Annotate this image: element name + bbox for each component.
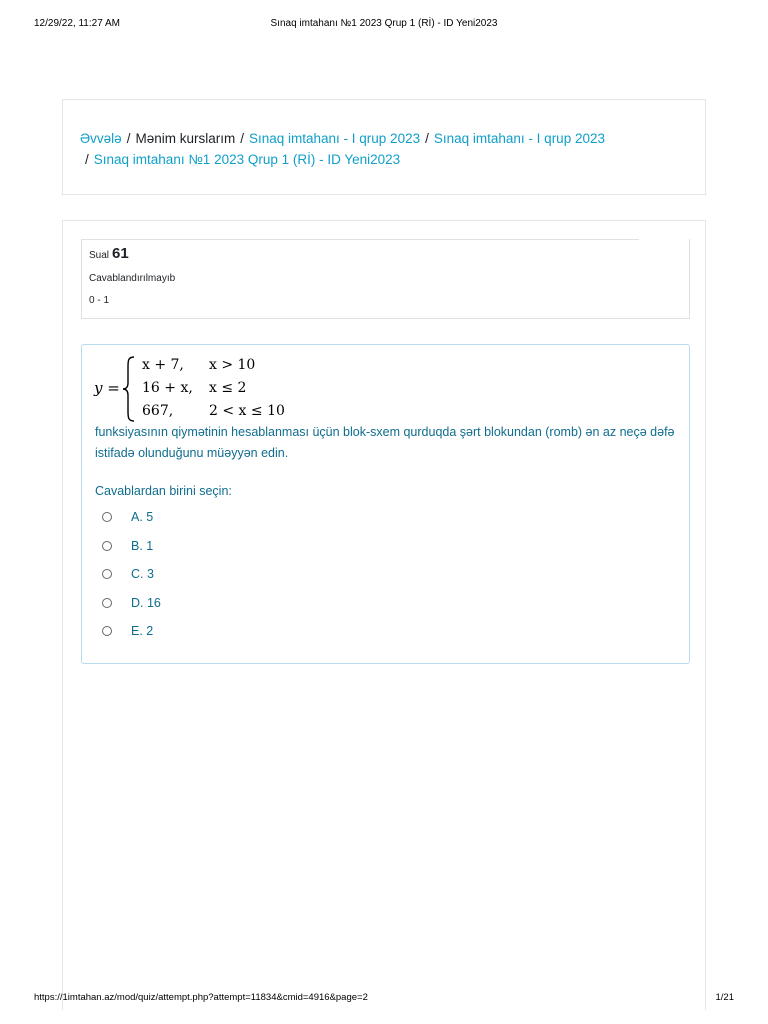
formula-case-3 — [142, 403, 285, 419]
print-page-number: 1/21 — [715, 992, 734, 1003]
answer-label[interactable]: A. 5 — [131, 510, 154, 524]
answer-option-c[interactable] — [100, 565, 400, 594]
formula-case-1-condition: x > 10 — [209, 357, 256, 373]
formula-case-1 — [142, 357, 255, 373]
radio-button[interactable] — [102, 626, 112, 636]
formula-case-1-expr: x + 7, — [142, 357, 184, 373]
question-state: Cavablandırılmayıb — [89, 273, 176, 284]
breadcrumb-course-link[interactable]: Sınaq imtahanı - I qrup 2023 — [248, 131, 421, 146]
formula-case-2-expr: 16 + x, — [142, 380, 193, 396]
quiz-main-card — [62, 220, 706, 1010]
breadcrumb-section-link[interactable]: Sınaq imtahanı - I qrup 2023 — [433, 131, 605, 146]
print-url: https://1imtahan.az/mod/quiz/attempt.php?attempt=11834&cmid=4916&page=2 — [34, 992, 368, 1003]
radio-button[interactable] — [102, 569, 112, 579]
question-formulation — [81, 344, 690, 664]
answer-label[interactable]: C. 3 — [131, 567, 154, 581]
breadcrumb-separator: / — [425, 131, 429, 146]
formula-case-3-condition: 2 < x ≤ 10 — [209, 403, 285, 419]
answer-prompt: Cavablardan birini seçin: — [95, 484, 232, 498]
breadcrumb-separator: / — [240, 131, 244, 146]
left-brace-icon — [122, 355, 136, 423]
answer-option-b[interactable] — [100, 537, 400, 566]
breadcrumb-card — [62, 99, 706, 195]
formula-lhs: y = — [94, 379, 120, 397]
print-datetime: 12/29/22, 11:27 AM — [34, 18, 120, 29]
radio-button[interactable] — [102, 598, 112, 608]
answer-label[interactable]: B. 1 — [131, 538, 154, 553]
piecewise-formula — [94, 355, 394, 423]
radio-button[interactable] — [102, 512, 112, 522]
breadcrumb-separator: / — [85, 152, 89, 167]
formula-case-2 — [142, 380, 246, 396]
answer-option-a[interactable] — [100, 508, 400, 537]
breadcrumb — [80, 128, 690, 170]
breadcrumb-separator: / — [126, 131, 131, 146]
answer-option-e[interactable] — [100, 622, 400, 651]
question-grade: 0 - 1 — [89, 295, 110, 306]
question-text: funksiyasının qiymətinin hesablanması üçün blok-sxem qurduqda şərt blokundan (romb) ən az neçə dəfə istifadə olunduğunu müəyyən edin. — [95, 425, 675, 460]
breadcrumb-my-courses: Mənim kurslarım — [135, 131, 236, 146]
print-header — [34, 18, 734, 32]
print-title: Sınaq imtahanı №1 2023 Qrup 1 (Rİ) - ID Yeni2023 — [270, 18, 498, 29]
formula-case-3-expr: 667, — [142, 403, 174, 419]
answer-option-d[interactable] — [100, 594, 400, 623]
answer-label[interactable]: D. 16 — [131, 595, 161, 610]
formula-case-2-condition: x ≤ 2 — [209, 380, 247, 396]
answer-list — [100, 508, 400, 651]
answer-label[interactable]: E. 2 — [131, 624, 154, 638]
radio-button[interactable] — [102, 541, 112, 551]
question-number-label: Sual — [89, 250, 110, 261]
print-footer — [34, 992, 734, 1006]
breadcrumb-home-link[interactable]: Əvvələ — [80, 131, 122, 146]
question-number-value: 61 — [112, 245, 129, 262]
question-number — [89, 245, 129, 262]
question-info-divider — [82, 239, 639, 240]
breadcrumb-quiz-link[interactable]: Sınaq imtahanı №1 2023 Qrup 1 (Rİ) - ID Yeni2023 — [93, 152, 401, 167]
question-info-box — [81, 239, 690, 319]
